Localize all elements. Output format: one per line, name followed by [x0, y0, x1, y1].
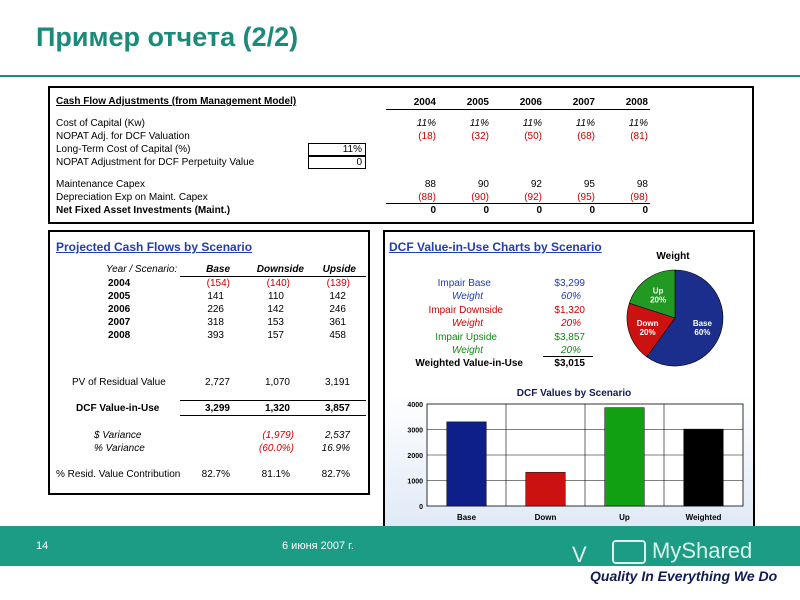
- pie-slice-label: Up: [652, 286, 664, 296]
- value-cell: 141: [207, 291, 224, 302]
- dcf-bottom-rule: [180, 415, 366, 416]
- pct-variance-label: % Variance: [94, 443, 145, 454]
- x-tick-label: Down: [534, 513, 557, 522]
- header-rule: [180, 276, 366, 277]
- value-cell: 0: [589, 205, 595, 216]
- value-cell: 142: [267, 304, 284, 315]
- pie-slice-percent: 20%: [650, 295, 667, 305]
- projected-cash-flows-panel: [48, 230, 370, 495]
- y-tick-label: 2000: [407, 453, 423, 460]
- scenario-header: Downside: [256, 264, 304, 275]
- page-number: 14: [36, 540, 49, 552]
- y-tick-label: 3000: [407, 427, 423, 435]
- watermark-letter: V: [572, 542, 587, 567]
- value-cell: (50): [524, 131, 542, 142]
- ltcc-label: Long-Term Cost of Capital (%): [56, 144, 191, 155]
- value-cell: 0: [536, 205, 542, 216]
- bar-down: [526, 472, 566, 506]
- weighted-label: Weighted Value-in-Use: [415, 358, 523, 369]
- y-tick-label: 4000: [407, 402, 423, 409]
- value-cell: 153: [267, 317, 284, 328]
- total-rule: [386, 203, 650, 204]
- value-cell: (81): [630, 131, 648, 142]
- value-cell: (18): [418, 131, 436, 142]
- year-label: 2006: [108, 304, 131, 315]
- projected-title: Projected Cash Flows by Scenario: [56, 240, 253, 254]
- y-tick-label: 0: [419, 504, 423, 511]
- weight-label: Weight: [452, 291, 483, 302]
- y-tick-label: 1000: [407, 478, 423, 486]
- year-header: 2005: [466, 97, 489, 108]
- tagline: Quality In Everything We Do: [590, 568, 778, 584]
- value-cell: 0: [430, 205, 436, 216]
- impair-value: $3,857: [554, 332, 585, 343]
- value-cell: 82.7%: [201, 469, 230, 480]
- value-cell: 2,537: [324, 430, 350, 441]
- weight-value: 60%: [560, 291, 581, 302]
- bar-weighted: [684, 429, 724, 506]
- value-cell: 393: [207, 330, 224, 341]
- value-cell: 88: [424, 179, 436, 190]
- value-cell: (92): [524, 192, 542, 203]
- bar-up: [605, 408, 645, 506]
- title-divider: [0, 75, 800, 77]
- ltcc-input[interactable]: 11%: [308, 143, 366, 156]
- pie-slice-label: Base: [692, 318, 712, 328]
- x-tick-label: Base: [456, 513, 477, 522]
- row-label: NOPAT Adj. for DCF Valuation: [56, 131, 190, 142]
- value-cell: (1,979): [262, 430, 294, 441]
- impair-value: $3,299: [554, 278, 585, 289]
- dcf-label: DCF Value-in-Use: [76, 403, 160, 414]
- value-cell: (98): [630, 192, 648, 203]
- value-cell: 92: [530, 179, 542, 190]
- value-cell: 458: [329, 330, 346, 341]
- bar-base: [447, 422, 487, 506]
- cash-flow-adjustments-panel: [48, 86, 754, 224]
- value-cell: 3,191: [324, 377, 350, 388]
- value-cell: (60.0%): [258, 443, 294, 454]
- year-label: 2004: [108, 278, 131, 289]
- nopat-perp-input[interactable]: 0: [308, 156, 366, 169]
- value-cell: 11%: [416, 118, 436, 129]
- row-label: Depreciation Exp on Maint. Capex: [56, 192, 208, 203]
- x-tick-label: Up: [619, 513, 630, 522]
- weight-pie-chart: [617, 242, 753, 372]
- pie-slice-percent: 60%: [694, 327, 711, 337]
- value-cell: 0: [642, 205, 648, 216]
- value-cell: 0: [483, 205, 489, 216]
- value-cell: (68): [577, 131, 595, 142]
- year-header: 2006: [519, 97, 542, 108]
- value-cell: (90): [471, 192, 489, 203]
- scenario-header: Upside: [322, 264, 356, 275]
- cash-flow-title: Cash Flow Adjustments (from Management Model): [56, 96, 297, 107]
- weight-label: Weight: [452, 318, 483, 329]
- year-label: 2005: [108, 291, 131, 302]
- dcf-values-bar-chart: [389, 384, 751, 528]
- value-cell: 157: [267, 330, 284, 341]
- year-header: 2008: [625, 97, 648, 108]
- value-cell: 3,857: [324, 403, 350, 414]
- value-cell: 98: [636, 179, 648, 190]
- pie-slice-label: Down: [636, 318, 659, 328]
- value-cell: 2,727: [204, 377, 230, 388]
- scenario-header: Year / Scenario:: [106, 264, 178, 275]
- value-cell: (32): [471, 131, 489, 142]
- pie-title: Weight: [656, 251, 690, 262]
- pie-slice-percent: 20%: [639, 327, 656, 337]
- value-cell: (88): [418, 192, 436, 203]
- dcf-charts-title: DCF Value-in-Use Charts by Scenario: [389, 240, 602, 254]
- value-cell: 1,320: [264, 403, 290, 414]
- year-header: 2004: [413, 97, 436, 108]
- presentation-icon: [612, 540, 646, 564]
- pv-label: PV of Residual Value: [72, 377, 166, 388]
- weighted-rule: [543, 356, 593, 357]
- value-cell: 142: [329, 291, 346, 302]
- value-cell: 318: [207, 317, 224, 328]
- value-cell: 16.9%: [321, 443, 350, 454]
- impair-label: Impair Downside: [428, 305, 503, 316]
- slide-date: 6 июня 2007 г.: [282, 540, 354, 552]
- scenario-header: Base: [206, 264, 230, 275]
- value-cell: 90: [477, 179, 489, 190]
- row-label: Maintenance Capex: [56, 179, 145, 190]
- value-cell: 82.7%: [321, 469, 350, 480]
- value-cell: (139): [326, 278, 350, 289]
- value-cell: 11%: [522, 118, 542, 129]
- bar-chart-title: DCF Values by Scenario: [516, 388, 632, 399]
- value-cell: 95: [583, 179, 595, 190]
- impair-label: Impair Upside: [435, 332, 497, 343]
- year-label: 2007: [108, 317, 131, 328]
- resid-label: % Resid. Value Contribution: [56, 469, 181, 480]
- weight-value: 20%: [560, 318, 581, 329]
- slide-title: Пример отчета (2/2): [36, 22, 299, 52]
- impair-label: Impair Base: [437, 278, 491, 289]
- value-cell: 361: [329, 317, 346, 328]
- value-cell: 81.1%: [261, 469, 290, 480]
- value-cell: 246: [329, 304, 346, 315]
- watermark-text: MyShared: [652, 538, 753, 563]
- impair-value: $1,320: [554, 305, 585, 316]
- weight-label: Weight: [452, 345, 483, 356]
- value-cell: 1,070: [264, 377, 290, 388]
- value-cell: 3,299: [204, 403, 230, 414]
- row-label: Cost of Capital (Kw): [56, 118, 145, 129]
- value-cell: 226: [207, 304, 224, 315]
- value-cell: 11%: [575, 118, 595, 129]
- year-header: 2007: [572, 97, 595, 108]
- value-cell: (154): [206, 278, 230, 289]
- year-label: 2008: [108, 330, 131, 341]
- nopat-perp-label: NOPAT Adjustment for DCF Perpetuity Value: [56, 157, 255, 168]
- header-rule: [386, 109, 650, 110]
- value-cell: 11%: [628, 118, 648, 129]
- row-label: Net Fixed Asset Investments (Maint.): [56, 205, 231, 216]
- dcf-top-rule: [180, 400, 366, 401]
- weighted-value: $3,015: [554, 358, 585, 369]
- weight-value: 20%: [560, 345, 581, 356]
- variance-label: $ Variance: [94, 430, 142, 441]
- value-cell: 11%: [469, 118, 489, 129]
- value-cell: (95): [577, 192, 595, 203]
- x-tick-label: Weighted: [685, 513, 722, 522]
- value-cell: (140): [266, 278, 290, 289]
- value-cell: 110: [268, 291, 284, 302]
- dcf-charts-panel: [383, 230, 755, 530]
